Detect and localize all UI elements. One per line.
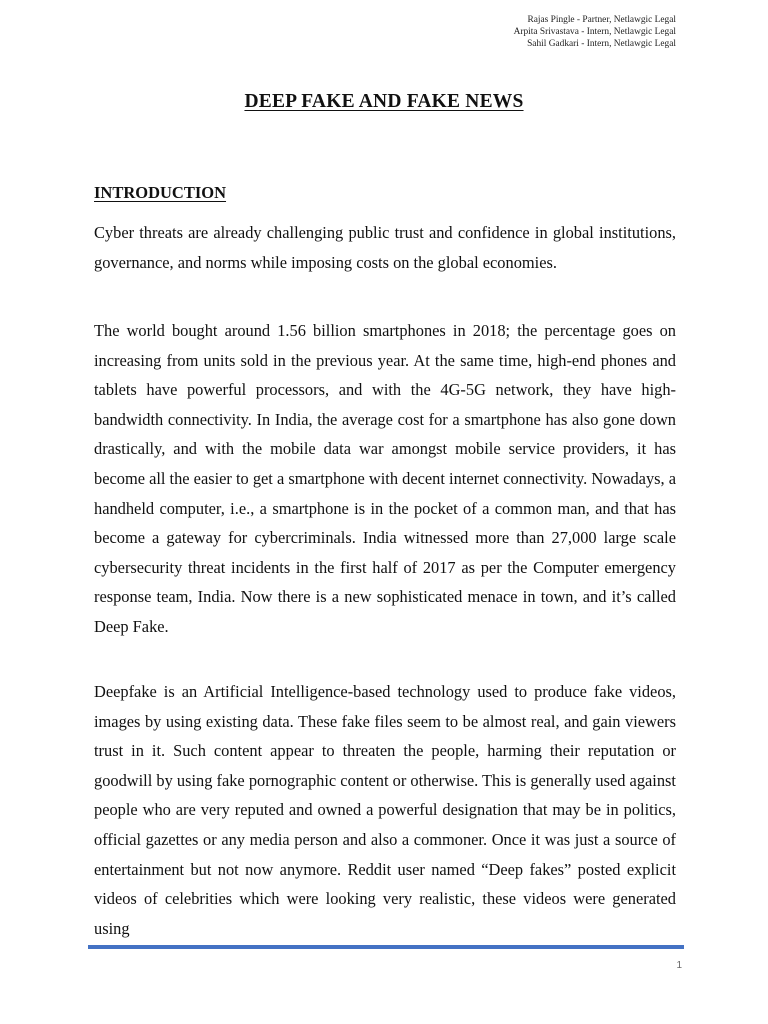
paragraph: The world bought around 1.56 billion smartphones in 2018; the percentage goes on increasing from units sold in the previous year. At the same time, high-end phones and tablets have powerful processors, and with the 4G-5G network, they have high-bandwidth connectivity. In India, the average cost for a smartphone has also gone down drastically, and with the mobile data war amongst mobile service providers, it has become all the easier to get a smartphone with decent internet connectivity. Nowadays, a handheld computer, i.e., a smartphone is in the pocket of a common man, and that has become a gateway for cybercriminals. India witnessed more than 27,000 large scale cybersecurity threat incidents in the first half of 2017 as per the Computer emergency response team, India. Now there is a new sophisticated menace in town, and it’s called Deep Fake. (94, 321, 676, 636)
author-header (514, 14, 676, 50)
paragraph: Deepfake is an Artificial Intelligence-based technology used to produce fake videos, images by using existing data. These fake files seem to be almost real, and gain viewers trust in it. Such content appear to threaten the people, harming their reputation or goodwill by using fake pornographic content or otherwise. This is generally used against people who are very reputed and owned a powerful designation that may be in politics, official gazettes or any media person and also a commoner. Once it was just a source of entertainment but not now anymore. Reddit user named “Deep fakes” posted explicit videos of celebrities which were looking very realistic, these videos were generated using (94, 682, 676, 938)
paragraph: Cyber threats are already challenging public trust and confidence in global institutions, governance, and norms while imposing costs on the global economies. (94, 223, 676, 272)
author-line: Rajas Pingle - Partner, Netlawgic Legal (527, 15, 676, 25)
section-heading: INTRODUCTION (94, 183, 227, 202)
author-line: Sahil Gadkari - Intern, Netlawgic Legal (527, 39, 676, 49)
page-number: 1 (676, 960, 682, 971)
footer-divider (88, 945, 684, 949)
author-line: Arpita Srivastava - Intern, Netlawgic Legal (513, 27, 676, 37)
document-title: DEEP FAKE AND FAKE NEWS (244, 91, 524, 112)
